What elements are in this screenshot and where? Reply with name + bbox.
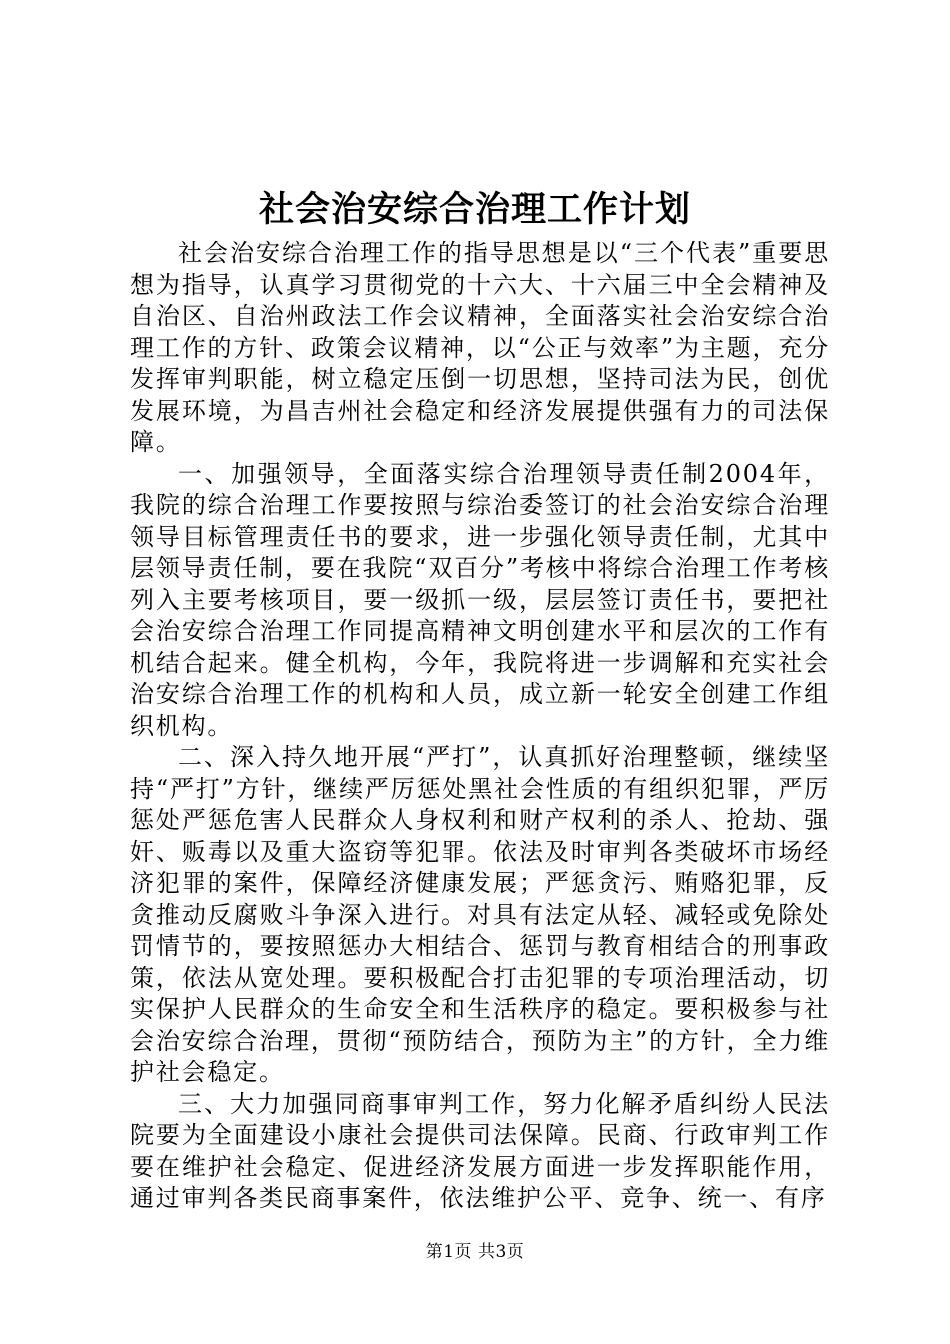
- document-title: 社会治安综合治理工作计划: [258, 189, 691, 230]
- page-footer: 第1页 共3页: [425, 1242, 525, 1262]
- paragraph-section-1-leadership: 一、加强领导，全面落实综合治理领导责任制2004年，我院的综合治理工作要按照与综治委签订的社会治安综合治理领导目标管理责任书的要求，进一步强化领导责任制，尤其中层领导责任制，要在我院“双百分”考核中将综合治理工作考核列入主要考核项目，要一级抓一级，层层签订责任书，要把社会治安综合治理工作同提高精神文明创建水平和层次的工作有机结合起来。健全机构，今年，我院将进一步调解和充实社会治安综合治理工作的机构和人员，成立新一轮安全创建工作组织机构。: [130, 459, 830, 740]
- paragraph-guiding-thought: 社会治安综合治理工作的指导思想是以“三个代表”重要思想为指导，认真学习贯彻党的十六大、十六届三中全会精神及自治区、自治州政法工作会议精神，全面落实社会治安综合治理工作的方针、政策会议精神，以“公正与效率”为主题，充分发挥审判职能，树立稳定压倒一切思想，坚持司法为民，创优发展环境，为昌吉州社会稳定和经济发展提供强有力的司法保障。: [130, 239, 830, 456]
- paragraph-section-3-civil-commercial: 三、大力加强同商事审判工作，努力化解矛盾纠纷人民法院要为全面建设小康社会提供司法保障。民商、行政审判工作要在维护社会稳定、促进经济发展方面进一步发挥职能作用，通过审判各类民商事案件，依法维护公平、竞争、统一、有序: [130, 1089, 830, 1212]
- paragraph-section-2-strike-hard: 二、深入持久地开展“严打”，认真抓好治理整顿，继续坚持“严打”方针，继续严厉惩处黑社会性质的有组织犯罪，严厉惩处严惩危害人民群众人身权利和财产权利的杀人、抢劫、强奸、贩毒以及重大盗窃等犯罪。依法及时审判各类破坏市场经济犯罪的案件，保障经济健康发展；严惩贪污、贿赂犯罪，反贪推动反腐败斗争深入进行。对具有法定从轻、减轻或免除处罚情节的，要按照惩办大相结合、惩罚与教育相结合的刑事政策，依法从宽处理。要积极配合打击犯罪的专项治理活动，切实保护人民群众的生命安全和生活秩序的稳定。要积极参与社会治安综合治理，贯彻“预防结合，预防为主”的方针，全力维护社会稳定。: [130, 743, 830, 1086]
- document-body: [130, 238, 830, 1215]
